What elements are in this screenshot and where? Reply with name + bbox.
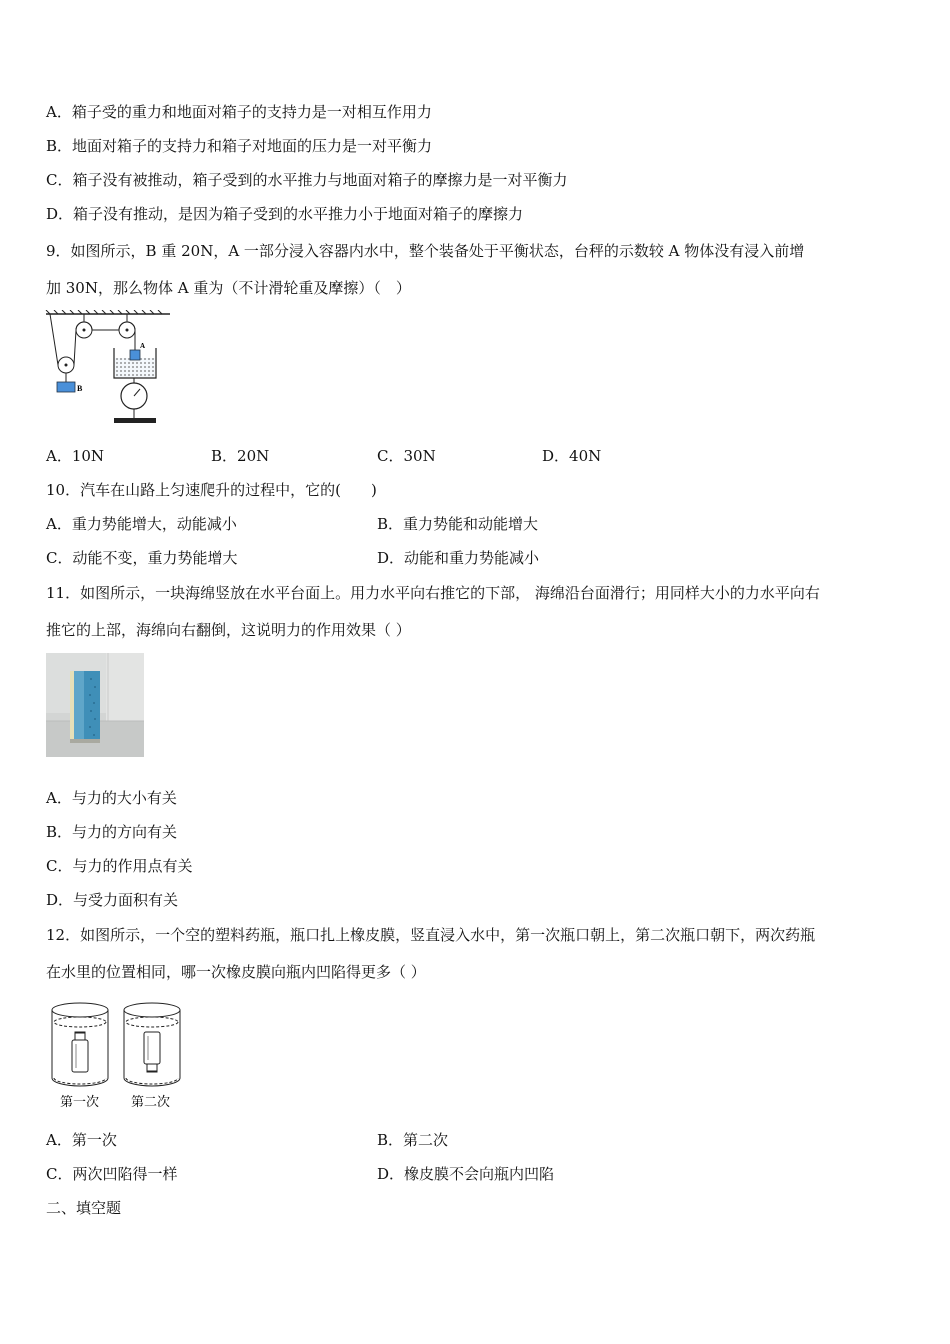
q12-option-b: B．第二次 — [377, 1131, 449, 1149]
q12-option-d: D．橡皮膜不会向瓶内凹陷 — [377, 1165, 555, 1183]
q10-option-d: D．动能和重力势能减小 — [377, 549, 540, 567]
q10-option-c: C．动能不变，重力势能增大 — [46, 549, 238, 567]
q11-stem-line1: 11．如图所示，一块海绵竖放在水平台面上。用力水平向右推它的下部， 海绵沿台面滑行；用同样大小的力水平向右 — [46, 584, 820, 602]
q9-option-d: D．40N — [542, 447, 602, 465]
bottle-figure — [48, 1000, 184, 1112]
q11-option-b: B．与力的方向有关 — [46, 823, 178, 841]
q11-option-d: D．与受力面积有关 — [46, 891, 179, 909]
q10-stem: 10．汽车在山路上匀速爬升的过程中，它的( ) — [46, 481, 377, 499]
q11-option-a: A．与力的大小有关 — [46, 789, 177, 807]
q10-option-a: A．重力势能增大，动能减小 — [46, 515, 237, 533]
label-b: B — [77, 384, 83, 393]
q8-option-b: B．地面对箱子的支持力和箱子对地面的压力是一对平衡力 — [46, 137, 433, 155]
q12-stem-line1: 12．如图所示，一个空的塑料药瓶，瓶口扎上橡皮膜，竖直浸入水中，第一次瓶口朝上，第二次瓶口朝下，两次药瓶 — [46, 926, 816, 944]
q12-option-a: A．第一次 — [46, 1131, 117, 1149]
fig-label-first: 第一次 — [60, 1095, 100, 1110]
pulley-scale-figure — [44, 310, 172, 426]
fig-label-second: 第二次 — [131, 1095, 171, 1110]
q8-option-a: A．箱子受的重力和地面对箱子的支持力是一对相互作用力 — [46, 103, 432, 121]
q9-stem-line2: 加 30N，那么物体 A 重为（不计滑轮重及摩擦）（ ） — [46, 279, 411, 297]
q12-option-c: C．两次凹陷得一样 — [46, 1165, 178, 1183]
section-heading: 二、填空题 — [46, 1199, 122, 1217]
q9-option-c: C．30N — [377, 447, 436, 465]
label-a: A — [140, 342, 146, 350]
q12-stem-line2: 在水里的位置相同，哪一次橡皮膜向瓶内凹陷得更多（ ） — [46, 963, 426, 981]
q11-stem-line2: 推它的上部，海绵向右翻倒，这说明力的作用效果（ ） — [46, 621, 411, 639]
q11-option-c: C．与力的作用点有关 — [46, 857, 193, 875]
q9-stem-line1: 9．如图所示，B 重 20N，A 一部分浸入容器内水中，整个装备处于平衡状态，台秤的示数较 A 物体没有浸入前增 — [46, 242, 805, 260]
q8-option-d: D．箱子没有推动，是因为箱子受到的水平推力小于地面对箱子的摩擦力 — [46, 205, 524, 223]
q10-option-b: B．重力势能和动能增大 — [377, 515, 539, 533]
sponge-photo — [46, 653, 144, 757]
q9-option-b: B．20N — [211, 447, 270, 465]
q9-option-a: A．10N — [46, 447, 105, 465]
q8-option-c: C．箱子没有被推动，箱子受到的水平推力与地面对箱子的摩擦力是一对平衡力 — [46, 171, 568, 189]
